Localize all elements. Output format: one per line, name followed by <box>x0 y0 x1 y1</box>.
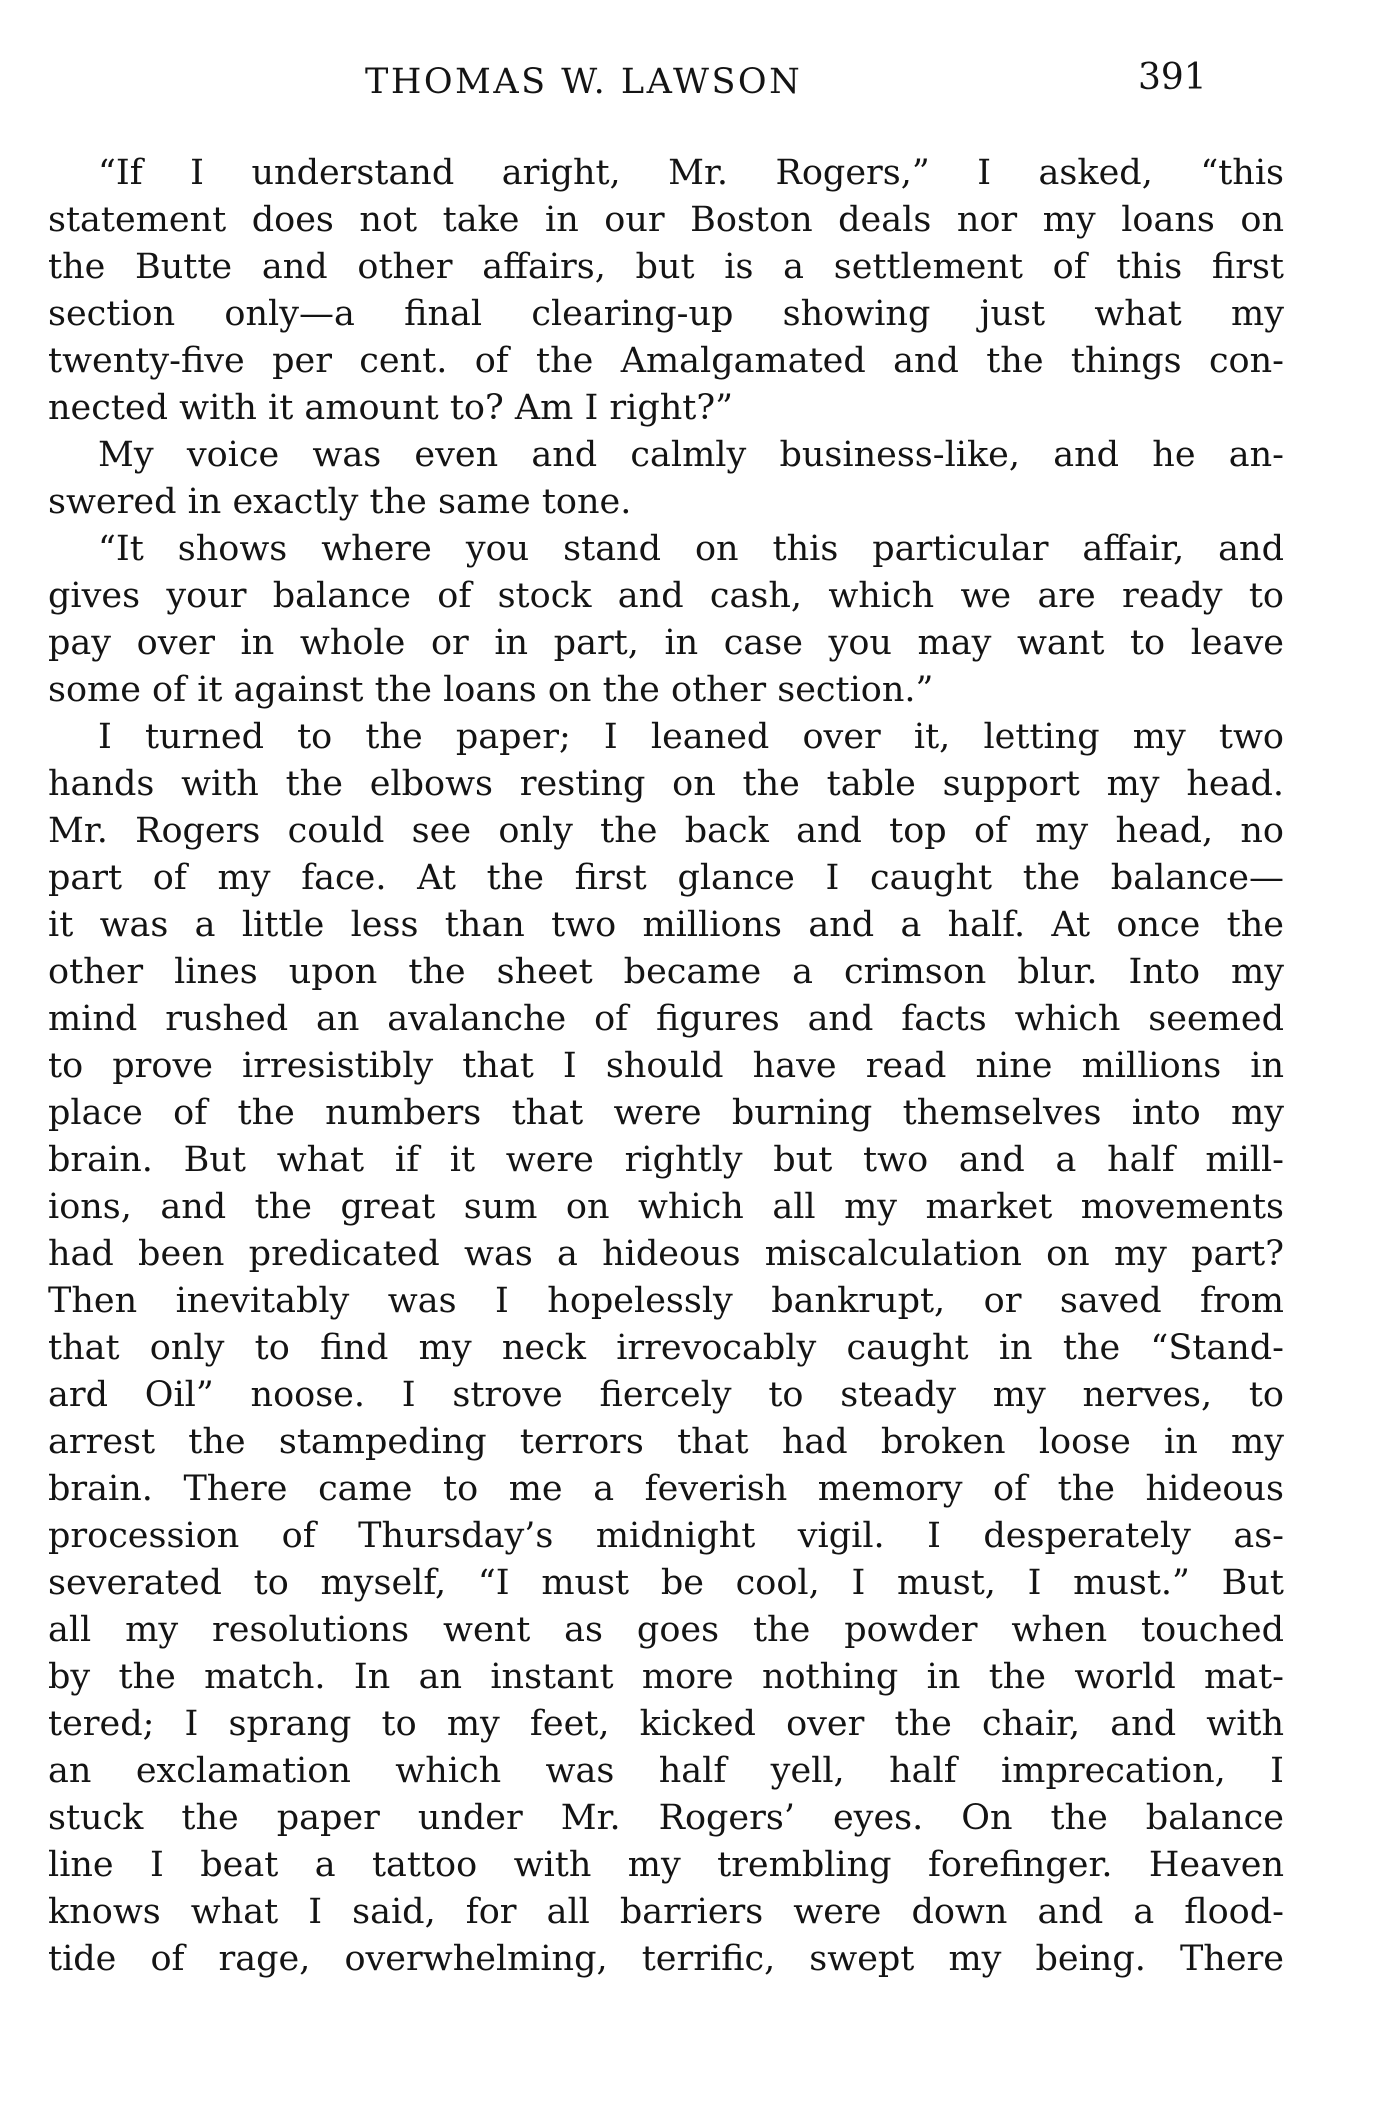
text-line: nected with it amount to? Am I right?” <box>48 388 733 428</box>
text-line: “If I understand aright, Mr. Rogers,” I asked, “this <box>98 153 1284 193</box>
text-line: stuck the paper under Mr. Rogers’ eyes. On the balance <box>48 1798 1284 1838</box>
text-line: gives your balance of stock and cash, which we are ready to <box>48 576 1284 616</box>
text-line: place of the numbers that were burning themselves into my <box>48 1093 1284 1133</box>
text-line: by the match. In an instant more nothing in the world mat- <box>48 1657 1284 1697</box>
text-line: I turned to the paper; I leaned over it, letting my two <box>98 717 1284 757</box>
text-line: tered; I sprang to my feet, kicked over the chair, and with <box>48 1704 1284 1744</box>
text-line: Then inevitably was I hopelessly bankrupt, or saved from <box>48 1281 1284 1321</box>
text-line: an exclamation which was half yell, half imprecation, I <box>48 1751 1284 1791</box>
text-line: My voice was even and calmly business-like, and he an- <box>98 435 1284 475</box>
text-line: pay over in whole or in part, in case you may want to leave <box>48 623 1284 663</box>
text-line: Mr. Rogers could see only the back and top of my head, no <box>48 811 1284 851</box>
text-line: line I beat a tattoo with my trembling forefinger. Heaven <box>48 1845 1284 1885</box>
text-line: it was a little less than two millions and a half. At once the <box>48 905 1284 945</box>
text-line: swered in exactly the same tone. <box>48 482 632 522</box>
text-line: to prove irresistibly that I should have read nine millions in <box>48 1046 1284 1086</box>
text-line: knows what I said, for all barriers were down and a flood- <box>48 1892 1284 1932</box>
text-line: “It shows where you stand on this particular affair, and <box>98 529 1284 569</box>
running-head: THOMAS W. LAWSON <box>365 62 803 102</box>
text-line: that only to find my neck irrevocably caught in the “Stand- <box>48 1328 1284 1368</box>
text-line: procession of Thursday’s midnight vigil. I desperately as- <box>48 1516 1284 1556</box>
text-line: some of it against the loans on the other section.” <box>48 670 934 710</box>
page-number: 391 <box>1138 57 1207 98</box>
body-text <box>48 150 1284 1983</box>
text-line: statement does not take in our Boston deals nor my loans on <box>48 200 1284 240</box>
text-line: severated to myself, “I must be cool, I must, I must.” But <box>48 1563 1284 1603</box>
text-line: arrest the stampeding terrors that had broken loose in my <box>48 1422 1284 1462</box>
text-line: tide of rage, overwhelming, terrific, swept my being. There <box>48 1939 1284 1979</box>
text-line: ard Oil” noose. I strove fiercely to steady my nerves, to <box>48 1375 1284 1415</box>
text-line: brain. But what if it were rightly but two and a half mill- <box>48 1140 1284 1180</box>
text-line: the Butte and other affairs, but is a settlement of this first <box>48 247 1284 287</box>
text-line: part of my face. At the first glance I caught the balance— <box>48 858 1284 898</box>
text-line: hands with the elbows resting on the table support my head. <box>48 764 1284 804</box>
text-line: had been predicated was a hideous miscalculation on my part? <box>48 1234 1284 1274</box>
text-line: twenty-five per cent. of the Amalgamated and the things con- <box>48 341 1284 381</box>
text-line: brain. There came to me a feverish memory of the hideous <box>48 1469 1284 1509</box>
text-line: section only—a final clearing-up showing just what my <box>48 294 1284 334</box>
text-line: other lines upon the sheet became a crimson blur. Into my <box>48 952 1284 992</box>
text-line: ions, and the great sum on which all my market movements <box>48 1187 1284 1227</box>
text-line: mind rushed an avalanche of figures and facts which seemed <box>48 999 1284 1039</box>
text-line: all my resolutions went as goes the powder when touched <box>48 1610 1284 1650</box>
